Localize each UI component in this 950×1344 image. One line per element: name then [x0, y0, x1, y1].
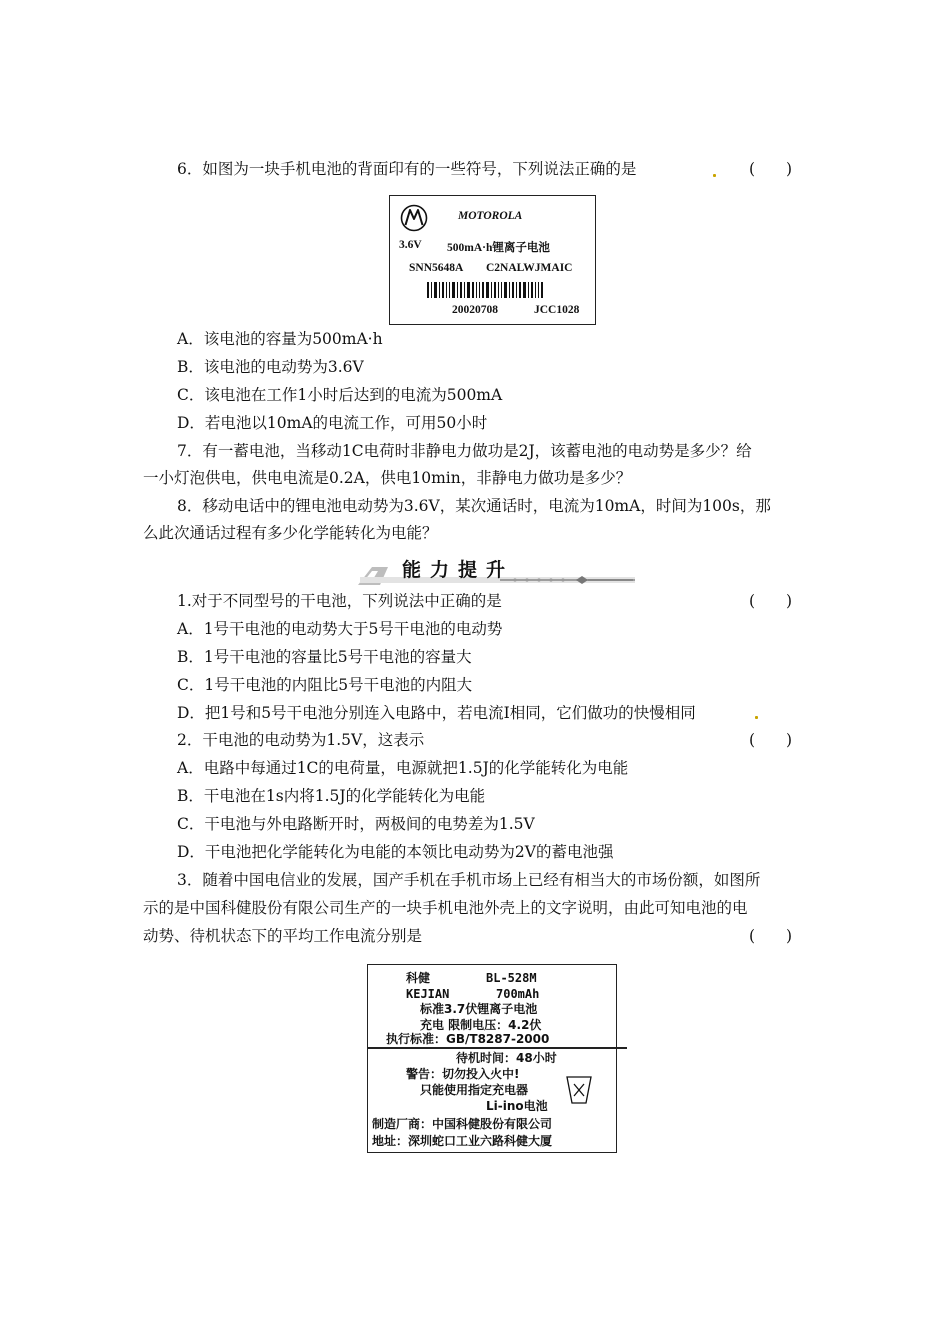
ability-q1-stem: 1.对于不同型号的干电池，下列说法中正确的是	[177, 592, 502, 610]
batch-code: JCC1028	[534, 304, 580, 316]
voltage: 3.6V	[399, 239, 422, 251]
q6-option-a: A．该电池的容量为500mA·h	[177, 330, 383, 348]
ability-q3-line-1: 3．随着中国电信业的发展，国产手机在手机市场上已经有相当大的市场份额，如图所	[177, 871, 761, 889]
q8-line-2: 么此次通话过程有多少化学能转化为电能？	[143, 524, 438, 542]
decorative-dot	[713, 174, 716, 177]
ability-q2-option-c: C．干电池与外电路断开时，两极间的电势差为1.5V	[177, 815, 535, 833]
ability-q1-answer-paren: ( )	[749, 592, 793, 610]
exec-standard: 执行标准：GB/T8287-2000	[386, 1032, 550, 1046]
battery-standard: 标准3.7伏锂离子电池	[420, 1002, 538, 1016]
brand-cn: 科健	[406, 971, 431, 985]
battery-type: Li-ino电池	[486, 1099, 548, 1113]
q7-line-1: 7．有一蓄电池，当移动1C电荷时非静电力做功是2J，该蓄电池的电动势是多少？给	[177, 442, 752, 460]
charger-notice: 只能使用指定充电器	[420, 1083, 529, 1097]
q8-line-1: 8．移动电话中的锂电池电动势为3.6V，某次通话时，电流为10mA，时间为100s，那	[177, 497, 771, 515]
q6-option-d: D．若电池以10mA的电流工作，可用50小时	[177, 414, 488, 432]
kejian-battery-label	[367, 964, 617, 1153]
ability-q2-option-b: B．干电池在1s内将1.5J的化学能转化为电能	[177, 787, 486, 805]
capacity: 700mAh	[496, 987, 540, 1001]
brand-en: KEJIAN	[406, 987, 450, 1001]
ability-q3-line-3: 动势、待机状态下的平均工作电流分别是	[143, 927, 423, 945]
ability-q2-answer-paren: ( )	[749, 731, 793, 749]
production-date: 20020708	[452, 304, 498, 316]
ability-q3-line-2: 示的是中国科健股份有限公司生产的一块手机电池外壳上的文字说明，由此可知电池的电	[143, 899, 748, 917]
capacity: 500mA·h锂离子电池	[447, 242, 550, 254]
ability-q1-option-d: D．把1号和5号干电池分别连入电路中，若电流I相同，它们做功的快慢相同	[177, 704, 696, 722]
brand-name: MOTOROLA	[458, 210, 523, 222]
q6-option-c: C．该电池在工作1小时后达到的电流为500mA	[177, 386, 503, 404]
manufacturer: 制造厂商：中国科健股份有限公司	[372, 1117, 553, 1131]
ability-q2-option-a: A．电路中每通过1C的电荷量，电源就把1.5J的化学能转化为电能	[177, 759, 629, 777]
ability-q1-option-c: C．1号干电池的内阻比5号干电池的内阻大	[177, 676, 473, 694]
label-divider	[367, 1047, 627, 1049]
section-title: 能力提升	[402, 559, 515, 581]
motorola-battery-label	[389, 195, 596, 325]
ability-q1-option-b: B．1号干电池的容量比5号干电池的容量大	[177, 648, 472, 666]
ability-q3-answer-paren: ( )	[749, 927, 793, 945]
address: 地址：深圳蛇口工业六路科健大厦	[372, 1134, 553, 1148]
charge-limit: 充电 限制电压：4.2伏	[420, 1018, 542, 1032]
q6-answer-paren: ( )	[749, 160, 793, 178]
motorola-logo-icon	[400, 204, 428, 232]
ability-q1-option-a: A．1号干电池的电动势大于5号干电池的电动势	[177, 620, 503, 638]
serial-code: C2NALWJMAIC	[486, 262, 573, 274]
model-number: SNN5648A	[409, 262, 464, 274]
warning-text: 警告：切勿投入火中!	[406, 1067, 520, 1081]
barcode	[427, 282, 545, 298]
q6-stem: 6．如图为一块手机电池的背面印有的一些符号，下列说法正确的是	[177, 160, 637, 178]
standby-time: 待机时间：48小时	[456, 1051, 557, 1065]
ability-q2-stem: 2．干电池的电动势为1.5V，这表示	[177, 731, 425, 749]
ability-q2-option-d: D．干电池把化学能转化为电能的本领比电动势为2V的蓄电池强	[177, 843, 614, 861]
q7-line-2: 一小灯泡供电，供电电流是0.2A，供电10min，非静电力做功是多少？	[143, 469, 632, 487]
section-header	[350, 557, 635, 589]
no-fire-disposal-icon	[564, 1073, 594, 1105]
decorative-dot	[755, 716, 758, 719]
q6-option-b: B．该电池的电动势为3.6V	[177, 358, 364, 376]
model-number: BL-528M	[486, 971, 537, 985]
